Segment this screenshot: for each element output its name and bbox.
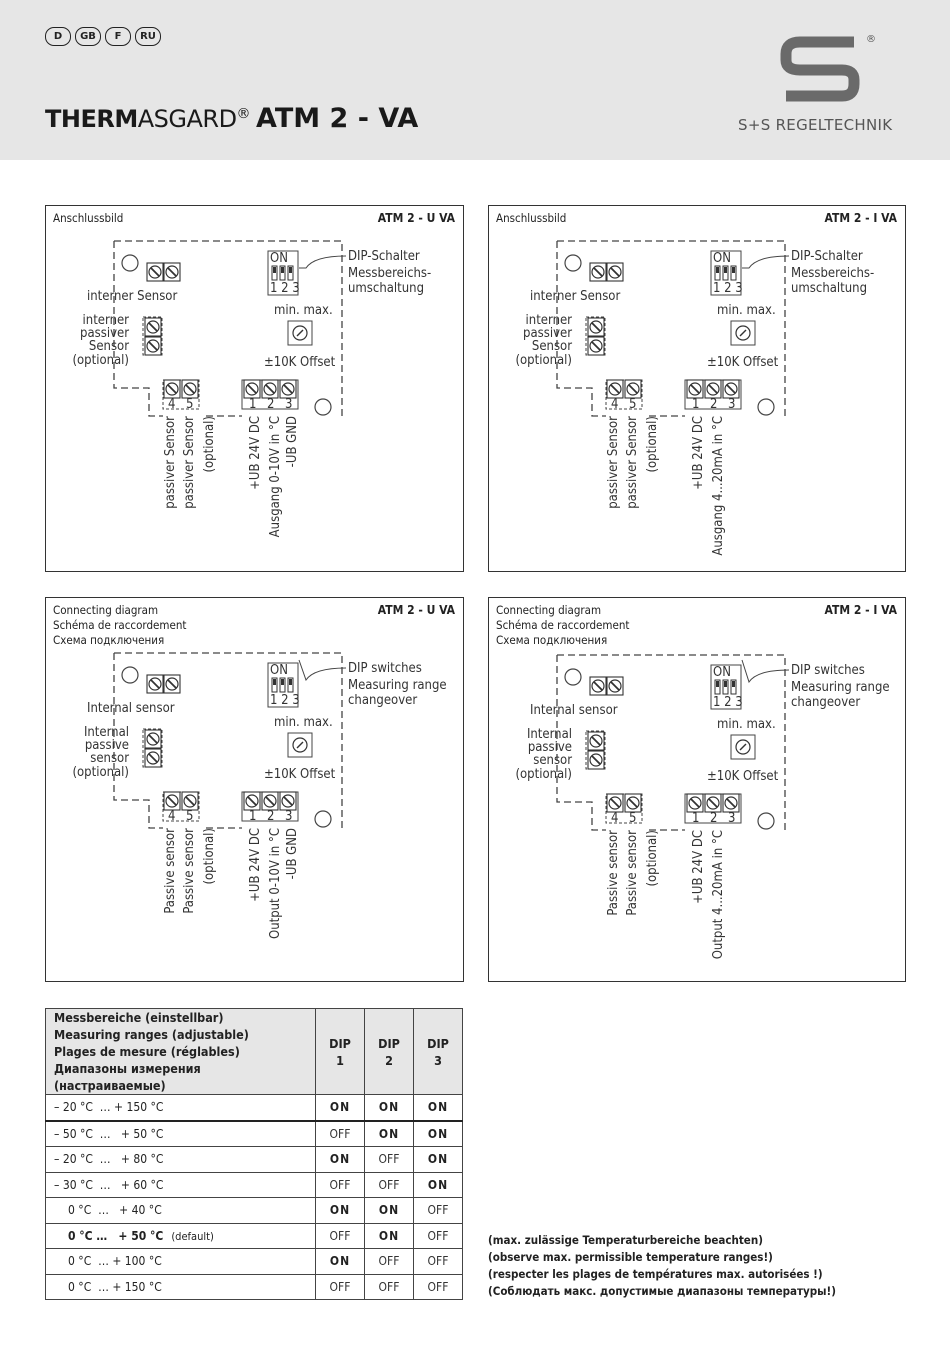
terminal-number: 1 — [249, 397, 257, 412]
terminal-screw-icon — [687, 794, 703, 812]
terminal-number: 1 — [249, 809, 257, 824]
table-row — [46, 1147, 463, 1173]
terminal-number: 4 — [168, 397, 176, 412]
terminal-number: 3 — [285, 397, 293, 412]
language-badge-de[interactable]: D — [45, 27, 71, 46]
wiring-diagram — [489, 206, 905, 571]
terminal-screw-icon — [262, 792, 278, 810]
vertical-supply-label: +UB 24V DC — [691, 416, 706, 490]
dip-leader-line — [299, 256, 346, 268]
internal-sensor-label: interner Sensor — [530, 289, 621, 304]
enclosure-outline — [557, 241, 785, 416]
dip3-state: ON — [414, 1172, 463, 1198]
panel-title-line: Connecting diagram — [53, 603, 159, 617]
dip3-state: OFF — [414, 1223, 463, 1249]
range-cell — [46, 1172, 316, 1198]
vertical-output-label: Ausgang 0-10V in °C — [268, 416, 283, 538]
min-max-label: min. max. — [274, 715, 333, 730]
product-title — [45, 103, 418, 134]
terminal-screw-icon — [164, 792, 180, 810]
enclosure-outline — [114, 241, 342, 416]
dip3-state: OFF — [414, 1274, 463, 1300]
passive-sensor-label: Sensor — [88, 339, 129, 354]
wiring-diagram — [489, 598, 905, 981]
table-header-dip3 — [414, 1009, 463, 1095]
terminal-screw-icon — [145, 730, 161, 748]
terminal-number: 1 — [692, 397, 700, 412]
range-value: – 50 °C … + 50 °C — [54, 1126, 164, 1141]
terminal-number: 3 — [728, 397, 736, 412]
title-bold-part: THERM — [45, 105, 138, 133]
dip-switch-label: DIP switches — [791, 663, 865, 678]
terminal-screw-icon — [145, 318, 161, 336]
range-value: – 20 °C … + 150 °C — [54, 1100, 164, 1115]
dip-header-number: 1 — [336, 1052, 344, 1068]
terminal-number: 5 — [186, 809, 194, 824]
vertical-optional-label: (optional) — [202, 416, 217, 473]
terminal-number: 5 — [629, 811, 637, 826]
dip-numbers: 1 2 3 — [713, 281, 743, 296]
terminal-screw-icon — [607, 263, 623, 281]
table-row — [46, 1172, 463, 1198]
dip1-state: ON — [316, 1198, 365, 1224]
dip-numbers: 1 2 3 — [270, 281, 300, 296]
vertical-supply-label: +UB 24V DC — [691, 830, 706, 904]
default-tag: (default) — [171, 1229, 214, 1243]
range-cell — [46, 1198, 316, 1224]
header-line: Measuring ranges (adjustable) — [54, 1027, 249, 1042]
range-changeover-label: umschaltung — [348, 281, 425, 296]
vertical-passive-sensor-label: passiver Sensor — [163, 416, 178, 509]
terminal-screw-icon — [280, 792, 296, 810]
terminal-screw-icon — [687, 380, 703, 398]
range-cell — [46, 1095, 316, 1121]
range-cell — [46, 1274, 316, 1300]
terminal-screw-icon — [588, 337, 604, 355]
dip2-state: OFF — [365, 1172, 414, 1198]
range-changeover-label: Measuring range — [791, 680, 890, 695]
terminal-screw-icon — [723, 794, 739, 812]
mounting-hole-icon — [758, 399, 774, 415]
dip-knob-icon — [289, 679, 292, 685]
dip-header-number: 2 — [385, 1052, 393, 1068]
terminal-number: 5 — [186, 397, 194, 412]
internal-sensor-label: interner Sensor — [87, 289, 178, 304]
dip-switch-label: DIP switches — [348, 661, 422, 676]
dip-knob-icon — [281, 679, 284, 685]
enclosure-outline — [557, 655, 785, 830]
passive-sensor-label: sensor — [90, 751, 129, 766]
panel-model: ATM 2 - U VA — [377, 603, 455, 617]
diagram-panel-3 — [45, 597, 464, 982]
diagram-panel-4 — [488, 597, 906, 982]
terminal-screw-icon — [588, 318, 604, 336]
vertical-supply-label: +UB 24V DC — [248, 416, 263, 490]
panel-title-line: Схема подключения — [53, 633, 165, 647]
dip-on-label: ON — [713, 665, 731, 680]
terminal-screw-icon — [705, 380, 721, 398]
passive-sensor-label: Internal — [526, 727, 572, 742]
vertical-output-label: Ausgang 4...20mA in °C — [711, 416, 726, 556]
mounting-hole-icon — [565, 669, 581, 685]
language-badge-f[interactable]: F — [105, 27, 131, 46]
passive-sensor-label: (optional) — [72, 353, 129, 368]
dip-leader-line — [742, 660, 789, 682]
vertical-output-label: Output 0-10V in °C — [268, 828, 283, 939]
title-model: ATM 2 - VA — [256, 103, 419, 134]
vertical-supply-label: +UB 24V DC — [248, 828, 263, 902]
potentiometer-wiper-icon — [740, 744, 746, 750]
dip2-state: ON — [365, 1223, 414, 1249]
offset-label: ±10K Offset — [264, 767, 336, 782]
potentiometer-wiper-icon — [297, 330, 303, 336]
table-body — [46, 1095, 463, 1300]
vertical-passive-sensor-label: passiver Sensor — [182, 416, 197, 509]
terminal-screw-icon — [590, 263, 606, 281]
range-cell — [46, 1121, 316, 1147]
dip1-state: OFF — [316, 1172, 365, 1198]
range-changeover-label: Measuring range — [348, 678, 447, 693]
terminal-number: 2 — [710, 811, 718, 826]
dip-on-label: ON — [270, 663, 288, 678]
dip-knob-icon — [273, 267, 276, 273]
passive-sensor-label: interner — [525, 313, 572, 328]
passive-sensor-label: interner — [82, 313, 129, 328]
dip-knob-icon — [716, 267, 719, 273]
terminal-screw-icon — [164, 675, 180, 693]
mounting-hole-icon — [122, 667, 138, 683]
vertical-optional-label: (optional) — [645, 830, 660, 887]
note-line: (observe max. permissible temperature ranges!) — [488, 1250, 773, 1264]
temperature-note — [488, 1232, 836, 1300]
language-badge-gb[interactable]: GB — [75, 27, 101, 46]
vertical-passive-sensor-label: passiver Sensor — [606, 416, 621, 509]
terminal-screw-icon — [244, 792, 260, 810]
language-badge-ru[interactable]: RU — [135, 27, 161, 46]
range-cell — [46, 1249, 316, 1275]
panel-model: ATM 2 - I VA — [824, 603, 897, 617]
table-header-dip2 — [365, 1009, 414, 1095]
terminal-screw-icon — [723, 380, 739, 398]
table-header-dip1 — [316, 1009, 365, 1095]
terminal-number: 3 — [728, 811, 736, 826]
dip-on-label: ON — [270, 251, 288, 266]
passive-sensor-label: sensor — [533, 753, 572, 768]
dip2-state: ON — [365, 1198, 414, 1224]
internal-sensor-label: Internal sensor — [87, 701, 175, 716]
enclosure-outline — [114, 653, 342, 828]
dip1-state: ON — [316, 1095, 365, 1121]
terminal-screw-icon — [262, 380, 278, 398]
dip1-state: OFF — [316, 1121, 365, 1147]
wiring-diagram — [46, 598, 463, 981]
dip-leader-line — [742, 256, 789, 268]
header-line: Plages de mesure (réglables) — [54, 1044, 240, 1059]
dip-knob-icon — [281, 267, 284, 273]
offset-label: ±10K Offset — [707, 355, 779, 370]
range-changeover-label: umschaltung — [791, 281, 868, 296]
dip3-state: ON — [414, 1121, 463, 1147]
note-line: (max. zulässige Temperaturbereiche beachten) — [488, 1233, 763, 1247]
dip-knob-icon — [724, 267, 727, 273]
dip3-state: ON — [414, 1095, 463, 1121]
min-max-label: min. max. — [274, 303, 333, 318]
dip-knob-icon — [732, 267, 735, 273]
title-thin-part: ASGARD — [137, 105, 237, 133]
header-band — [0, 0, 950, 160]
diagram-panel-1 — [45, 205, 464, 572]
terminal-screw-icon — [607, 677, 623, 695]
dip-header-label: DIP — [427, 1035, 449, 1051]
min-max-label: min. max. — [717, 717, 776, 732]
terminal-screw-icon — [182, 380, 198, 398]
passive-sensor-label: passiver — [80, 326, 129, 341]
range-value: 0 °C … + 100 °C — [68, 1254, 162, 1269]
vertical-passive-sensor-label: Passive sensor — [625, 830, 640, 916]
terminal-screw-icon — [145, 337, 161, 355]
vertical-gnd-label: -UB GND — [285, 828, 300, 880]
terminal-screw-icon — [182, 792, 198, 810]
table-row — [46, 1223, 463, 1249]
mounting-hole-icon — [315, 811, 331, 827]
measuring-ranges-table — [45, 1008, 463, 1300]
dip-knob-icon — [716, 681, 719, 687]
terminal-screw-icon — [607, 794, 623, 812]
dip-numbers: 1 2 3 — [270, 693, 300, 708]
panel-title-line: Schéma de raccordement — [53, 618, 187, 632]
terminal-screw-icon — [625, 794, 641, 812]
mounting-hole-icon — [758, 813, 774, 829]
vertical-passive-sensor-label: passiver Sensor — [625, 416, 640, 509]
table-row — [46, 1121, 463, 1147]
table-header-row — [46, 1009, 463, 1095]
range-changeover-label: changeover — [348, 693, 418, 708]
terminal-number: 4 — [611, 397, 619, 412]
panel-title-line: Connecting diagram — [496, 603, 602, 617]
vertical-passive-sensor-label: Passive sensor — [606, 830, 621, 916]
range-cell — [46, 1147, 316, 1173]
vertical-passive-sensor-label: Passive sensor — [163, 828, 178, 914]
panel-model: ATM 2 - U VA — [377, 211, 455, 225]
dip-knob-icon — [289, 267, 292, 273]
terminal-screw-icon — [588, 732, 604, 750]
terminal-screw-icon — [590, 677, 606, 695]
dip1-state: OFF — [316, 1223, 365, 1249]
header-line: Диапазоны измерения (настраиваемые) — [54, 1061, 201, 1093]
language-badges — [45, 27, 161, 46]
range-cell — [46, 1223, 316, 1249]
dip1-state: ON — [316, 1147, 365, 1173]
vertical-passive-sensor-label: Passive sensor — [182, 828, 197, 914]
table-row — [46, 1198, 463, 1224]
dip2-state: ON — [365, 1095, 414, 1121]
header-line: Messbereiche (einstellbar) — [54, 1010, 224, 1025]
internal-sensor-label: Internal sensor — [530, 703, 618, 718]
range-changeover-label: changeover — [791, 695, 861, 710]
wiring-diagram — [46, 206, 463, 571]
table-header-ranges — [46, 1009, 316, 1095]
logo-registered-mark: ® — [866, 34, 876, 45]
passive-sensor-label: (optional) — [72, 765, 129, 780]
brand-name: S+S REGELTECHNIK — [738, 116, 893, 134]
diagram-panel-2 — [488, 205, 906, 572]
dip-knob-icon — [732, 681, 735, 687]
passive-sensor-label: passiver — [523, 326, 572, 341]
terminal-number: 1 — [692, 811, 700, 826]
dip-numbers: 1 2 3 — [713, 695, 743, 710]
potentiometer-wiper-icon — [297, 742, 303, 748]
terminal-screw-icon — [280, 380, 296, 398]
mounting-hole-icon — [122, 255, 138, 271]
terminal-screw-icon — [164, 263, 180, 281]
note-line: (respecter les plages de températures max. autorisées !) — [488, 1267, 823, 1281]
terminal-number: 4 — [611, 811, 619, 826]
vertical-optional-label: (optional) — [202, 828, 217, 885]
title-registered-mark: ® — [236, 106, 251, 122]
range-value: 0 °C … + 40 °C — [68, 1203, 162, 1218]
terminal-screw-icon — [244, 380, 260, 398]
range-value: 0 °C … + 150 °C — [68, 1279, 162, 1294]
vertical-output-label: Output 4...20mA in °C — [711, 830, 726, 960]
table-row — [46, 1274, 463, 1300]
table-row — [46, 1095, 463, 1121]
potentiometer-wiper-icon — [740, 330, 746, 336]
dip3-state: OFF — [414, 1198, 463, 1224]
terminal-number: 2 — [267, 809, 275, 824]
passive-sensor-label: Sensor — [531, 339, 572, 354]
passive-sensor-label: Internal — [83, 725, 129, 740]
mounting-hole-icon — [315, 399, 331, 415]
dip-leader-line — [299, 660, 346, 680]
panel-title-line: Anschlussbild — [496, 211, 567, 225]
range-value: – 30 °C … + 60 °C — [54, 1177, 164, 1192]
dip3-state: ON — [414, 1147, 463, 1173]
range-value: – 20 °C … + 80 °C — [54, 1152, 164, 1167]
passive-sensor-label: passive — [84, 738, 129, 753]
terminal-screw-icon — [705, 794, 721, 812]
dip3-state: OFF — [414, 1249, 463, 1275]
mounting-hole-icon — [565, 255, 581, 271]
dip1-state: ON — [316, 1249, 365, 1275]
panel-model: ATM 2 - I VA — [824, 211, 897, 225]
dip-switch-label: DIP-Schalter — [348, 249, 420, 264]
panel-title-line: Anschlussbild — [53, 211, 124, 225]
panel-title-line: Схема подключения — [496, 633, 608, 647]
terminal-screw-icon — [147, 675, 163, 693]
dip2-state: OFF — [365, 1147, 414, 1173]
dip2-state: ON — [365, 1121, 414, 1147]
dip-header-number: 3 — [434, 1052, 442, 1068]
passive-sensor-label: (optional) — [515, 353, 572, 368]
dip-knob-icon — [273, 679, 276, 685]
dip-switch-label: DIP-Schalter — [791, 249, 863, 264]
terminal-screw-icon — [588, 751, 604, 769]
terminal-screw-icon — [164, 380, 180, 398]
range-changeover-label: Messbereichs- — [348, 266, 432, 281]
terminal-number: 2 — [267, 397, 275, 412]
min-max-label: min. max. — [717, 303, 776, 318]
dip-knob-icon — [724, 681, 727, 687]
range-changeover-label: Messbereichs- — [791, 266, 875, 281]
dip2-state: OFF — [365, 1249, 414, 1275]
dip-on-label: ON — [713, 251, 731, 266]
terminal-number: 5 — [629, 397, 637, 412]
terminal-number: 2 — [710, 397, 718, 412]
terminal-screw-icon — [147, 263, 163, 281]
range-value: 0 °C … + 50 °C — [68, 1228, 164, 1243]
terminal-screw-icon — [607, 380, 623, 398]
vertical-optional-label: (optional) — [645, 416, 660, 473]
passive-sensor-label: (optional) — [515, 767, 572, 782]
passive-sensor-label: passive — [527, 740, 572, 755]
terminal-screw-icon — [625, 380, 641, 398]
table-row — [46, 1249, 463, 1275]
offset-label: ±10K Offset — [264, 355, 336, 370]
terminal-screw-icon — [145, 749, 161, 767]
offset-label: ±10K Offset — [707, 769, 779, 784]
note-line: (Соблюдать макс. допустимые диапазоны температуры!) — [488, 1284, 836, 1298]
terminal-number: 4 — [168, 809, 176, 824]
terminal-number: 3 — [285, 809, 293, 824]
dip1-state: OFF — [316, 1274, 365, 1300]
ss-logo-icon — [780, 30, 880, 110]
dip-header-label: DIP — [329, 1035, 351, 1051]
vertical-gnd-label: -UB GND — [285, 416, 300, 468]
dip-header-label: DIP — [378, 1035, 400, 1051]
dip2-state: OFF — [365, 1274, 414, 1300]
panel-title-line: Schéma de raccordement — [496, 618, 630, 632]
